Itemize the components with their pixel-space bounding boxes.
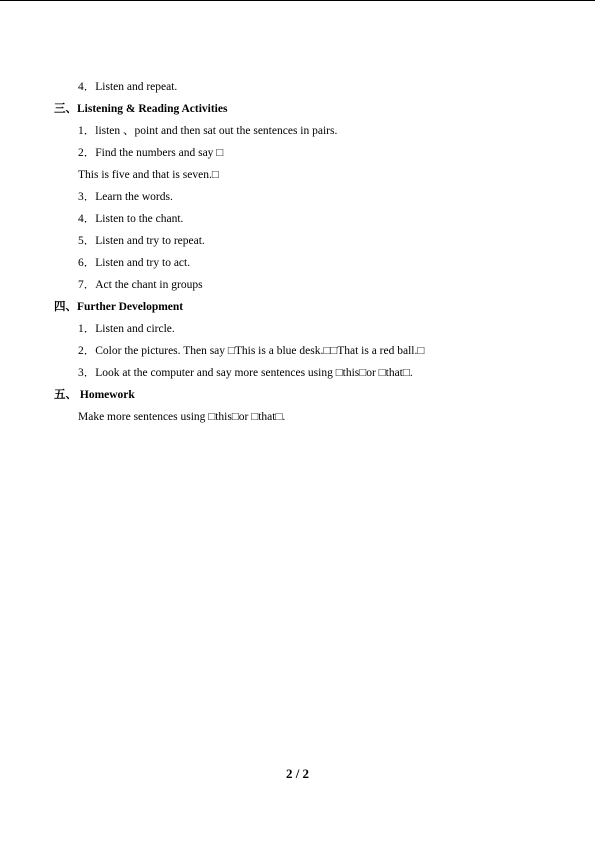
item-color-pictures: 2．Color the pictures. Then say □This is a blue desk.□□That is a red ball.□ (78, 345, 425, 357)
section-heading-further-development: 四、Further Development (54, 301, 184, 313)
item-learn-words: 3．Learn the words. (78, 191, 173, 203)
item-try-repeat: 5．Listen and try to repeat. (78, 235, 205, 247)
section-heading-homework: 五、 Homework (54, 389, 135, 401)
section-heading-listening-reading: 三、Listening & Reading Activities (54, 103, 228, 115)
homework-text: Make more sentences using □this□or □that□. (78, 411, 286, 423)
item-try-act: 6．Listen and try to act. (78, 257, 191, 269)
item-look-computer: 3．Look at the computer and say more sentences using □this□or □that□. (78, 367, 413, 379)
item-act-chant: 7．Act the chant in groups (78, 279, 203, 291)
item-listen-repeat: 4．Listen and repeat. (78, 81, 178, 93)
item-listen-point: 1．listen 、point and then sat out the sentences in pairs. (78, 125, 338, 137)
item-listen-circle: 1．Listen and circle. (78, 323, 175, 335)
item-find-numbers: 2．Find the numbers and say □ (78, 147, 224, 159)
example-sentence: This is five and that is seven.□ (78, 169, 219, 181)
item-listen-chant: 4．Listen to the chant. (78, 213, 184, 225)
top-border-line (0, 0, 595, 1)
page-number: 2 / 2 (285, 766, 310, 781)
